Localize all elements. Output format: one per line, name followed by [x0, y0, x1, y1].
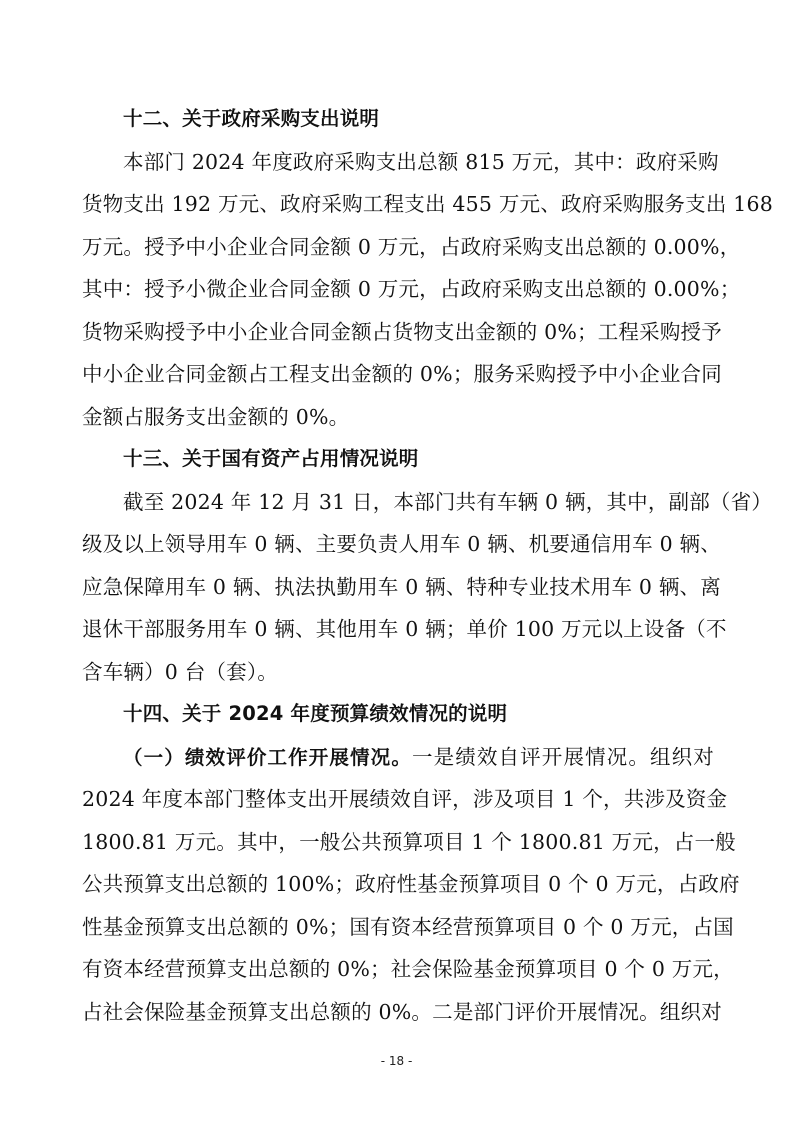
section-13-line-2: 级及以上领导用车 0 辆、主要负责人用车 0 辆、机要通信用车 0 辆、 — [82, 532, 721, 556]
section-14-line-3: 1800.81 万元。其中，一般公共预算项目 1 个 1800.81 万元，占一般 — [82, 829, 736, 854]
section-14-line-6: 有资本经营预算支出总额的 0%；社会保险基金预算项目 0 个 0 万元， — [82, 957, 734, 981]
section-12-line-6: 中小企业合同金额占工程支出金额的 0%；服务采购授予中小企业合同 — [82, 362, 722, 386]
document-page — [82, 98, 773, 1033]
section-14-heading: 十四、关于 2024 年度预算绩效情况的说明 — [123, 702, 508, 725]
page-number: - 18 - — [380, 1054, 413, 1068]
section-13-line-1: 截至 2024 年 12 月 31 日，本部门共有车辆 0 辆，其中，副部（省） — [123, 489, 773, 514]
section-12-line-5: 货物采购授予中小企业合同金额占货物支出金额的 0%；工程采购授予 — [82, 319, 722, 344]
section-12-line-7: 金额占服务支出金额的 0%。 — [82, 404, 350, 429]
section-12-line-4: 其中：授予小微企业合同金额 0 万元，占政府采购支出总额的 0.00%； — [82, 277, 741, 301]
section-12-line-2: 货物支出 192 万元、政府采购工程支出 455 万元、政府采购服务支出 168 — [82, 192, 773, 216]
section-13-line-5: 含车辆）0 台（套）。 — [82, 659, 279, 684]
section-12-line-1: 本部门 2024 年度政府采购支出总额 815 万元，其中：政府采购 — [123, 149, 719, 174]
section-12-line-3: 万元。授予中小企业合同金额 0 万元，占政府采购支出总额的 0.00%， — [82, 234, 741, 259]
section-14-sub-heading: （一）绩效评价工作开展情况。 — [123, 745, 412, 769]
section-14-line-4: 公共预算支出总额的 100%；政府性基金预算项目 0 个 0 万元，占政府 — [82, 872, 740, 896]
section-14-line-5: 性基金预算支出总额的 0%；国有资本经营预算项目 0 个 0 万元，占国 — [82, 914, 734, 939]
section-14-first-line — [82, 736, 714, 779]
section-13-heading: 十三、关于国有资产占用情况说明 — [123, 447, 419, 470]
section-13-line-4: 退休干部服务用车 0 辆、其他用车 0 辆；单价 100 万元以上设备（不 — [82, 617, 727, 641]
section-13-line-3: 应急保障用车 0 辆、执法执勤用车 0 辆、特种专业技术用车 0 辆、离 — [82, 574, 721, 599]
section-14-first-line-text: 一是绩效自评开展情况。组织对 — [411, 744, 714, 769]
section-12-heading: 十二、关于政府采购支出说明 — [123, 107, 380, 130]
section-14-line-7: 占社会保险基金预算支出总额的 0%。二是部门评价开展情况。组织对 — [82, 999, 722, 1024]
section-14-line-2: 2024 年度本部门整体支出开展绩效自评，涉及项目 1 个，共涉及资金 — [82, 787, 728, 811]
